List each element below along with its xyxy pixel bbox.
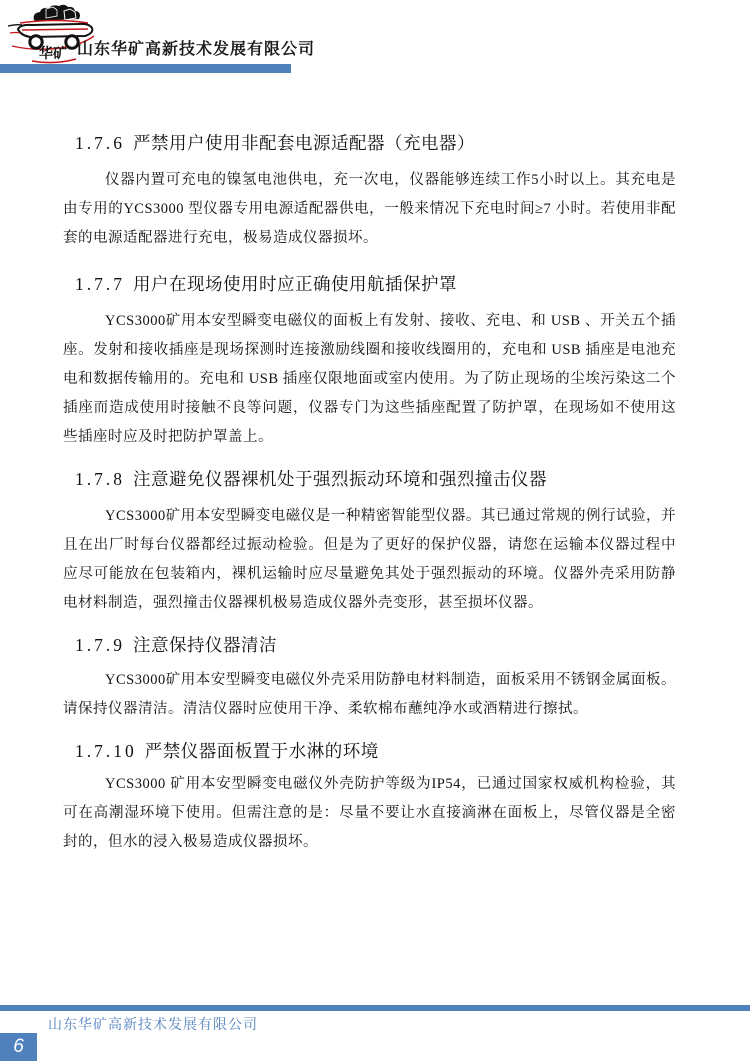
page-number-badge <box>0 1033 37 1061</box>
section-heading-text: 严禁仪器面板置于水淋的环境 <box>144 741 379 761</box>
section-heading-text: 用户在现场使用时应正确使用航插保护罩 <box>133 274 457 294</box>
section-heading <box>75 740 676 762</box>
footer-company-name: 山东华矿高新技术发展有限公司 <box>48 1016 258 1032</box>
section-1-7-6 <box>63 132 676 253</box>
footer-accent-line <box>0 1005 750 1011</box>
section-number: 1.7.7 <box>75 274 125 294</box>
section-1-7-7 <box>63 273 676 452</box>
section-number: 1.7.8 <box>75 469 125 489</box>
logo-text: 华矿 <box>39 47 67 62</box>
section-paragraph: YCS3000 矿用本安型瞬变电磁仪外壳防护等级为IP54，已通过国家权威机构检验，其可在高潮湿环境下使用。但需注意的是：尽量不要让水直接滴淋在面板上，尽管仪器是全密封的，但水的浸入极易造成仪器损坏。 <box>63 776 676 850</box>
section-paragraph: YCS3000矿用本安型瞬变电磁仪外壳采用防静电材料制造，面板采用不锈钢金属面板。请保持仪器清洁。清洁仪器时应使用干净、柔软棉布蘸纯净水或酒精进行擦拭。 <box>63 672 676 717</box>
section-paragraph: YCS3000矿用本安型瞬变电磁仪是一种精密智能型仪器。其已通过常规的例行试验，并且在出厂时每台仪器都经过振动检验。但是为了更好的保护仪器，请您在运输本仪器过程中应尽可能放在包装箱内，裸机运输时应尽量避免其处于强烈振动的环境。仪器外壳采用防静电材料制造，强烈撞击仪器裸机极易造成仪器外壳变形，甚至损坏仪器。 <box>63 508 676 611</box>
section-heading <box>75 634 676 656</box>
section-paragraph: YCS3000矿用本安型瞬变电磁仪的面板上有发射、接收、充电、和 USB 、开关五个插座。发射和接收插座是现场探测时连接激励线圈和接收线圈用的，充电和 USB 插座是电池充电和数据传输用的。充电和 USB 插座仅限地面或室内使用。为了防止现场的尘埃污染这二个插座而造成使用时接触不良等问题，仪器专门为这些插座配置了防护罩，在现场如不使用这些插座时应及时把防护罩盖上。 <box>63 313 676 445</box>
section-1-7-10 <box>63 740 676 857</box>
page-number: 6 <box>13 1036 24 1057</box>
section-heading-text: 注意保持仪器清洁 <box>133 635 277 655</box>
section-heading <box>75 468 676 490</box>
section-1-7-8 <box>63 468 676 618</box>
section-1-7-9 <box>63 634 676 724</box>
header-company-name: 山东华矿高新技术发展有限公司 <box>77 41 316 58</box>
section-heading <box>75 132 676 154</box>
section-heading-text: 注意避免仪器裸机处于强烈振动环境和强烈撞击仪器 <box>133 469 547 489</box>
section-number: 1.7.6 <box>75 133 125 153</box>
document-body <box>63 132 676 857</box>
header-accent-bar <box>0 64 291 73</box>
section-number: 1.7.9 <box>75 635 125 655</box>
section-heading <box>75 273 676 295</box>
section-heading-text: 严禁用户使用非配套电源适配器（充电器） <box>133 133 475 153</box>
section-number: 1.7.10 <box>75 741 137 761</box>
section-paragraph: 仪器内置可充电的镍氢电池供电，充一次电，仪器能够连续工作5小时以上。其充电是由专用的YCS3000 型仪器专用电源适配器供电，一般来情况下充电时间≥7 小时。若使用非配套的电源适配器进行充电，极易造成仪器损坏。 <box>63 172 676 246</box>
